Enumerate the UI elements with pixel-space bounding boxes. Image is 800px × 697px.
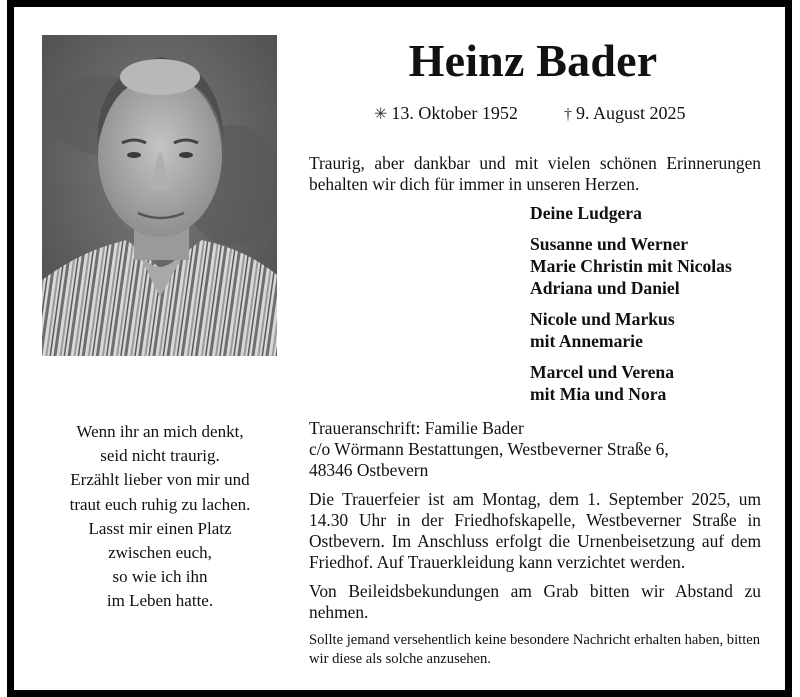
address-line: 48346 Ostbevern bbox=[309, 460, 429, 480]
intro-text: Traurig, aber dankbar und mit vielen schönen Erinnerungen behalten wir dich für immer in unseren Herzen. bbox=[309, 153, 761, 194]
death-cross-icon: † bbox=[564, 106, 572, 123]
mourner-line: Marie Christin mit Nicolas bbox=[530, 256, 732, 276]
poem-line: Wenn ihr an mich denkt, bbox=[76, 422, 244, 441]
mourner-group bbox=[530, 308, 775, 352]
notice-text: Sollte jemand versehentlich keine besondere Nachricht erhalten haben, bitten wir diese als solche anzusehen. bbox=[309, 632, 761, 667]
poem-line: traut euch ruhig zu lachen. bbox=[69, 494, 251, 514]
portrait-image-icon bbox=[42, 35, 277, 356]
mourner-line: Marcel und Verena bbox=[530, 362, 675, 382]
mourner-line: Susanne und Werner bbox=[530, 234, 689, 254]
address-line: Traueranschrift: Familie Bader bbox=[309, 418, 524, 438]
poem-line: so wie ich ihn bbox=[112, 567, 208, 587]
mourners-list bbox=[530, 202, 775, 414]
poem-line: im Leben hatte. bbox=[106, 591, 214, 611]
mourner-line: mit Annemarie bbox=[530, 331, 643, 351]
funeral-info bbox=[309, 418, 761, 677]
address-line: c/o Wörmann Bestattungen, Westbeverner Straße 6, bbox=[309, 439, 669, 459]
mourning-address bbox=[309, 418, 761, 481]
life-dates bbox=[300, 103, 766, 127]
portrait-photo bbox=[42, 35, 277, 356]
poem-line: Lasst mir einen Platz bbox=[88, 518, 232, 538]
poem-line: Erzählt lieber von mir und bbox=[70, 470, 250, 490]
mourner-line: Adriana und Daniel bbox=[530, 278, 680, 298]
poem-line: zwischen euch, bbox=[108, 543, 212, 563]
mourner-group bbox=[530, 233, 775, 299]
ceremony-text: Die Trauerfeier ist am Montag, dem 1. September 2025, um 14.30 Uhr in der Friedhofskapelle, Westbeverner Straße in Ostbevern. Im Anschluss erfolgt die Urnenbeisetzung auf dem Friedhof. Auf Trauerkleidung kann verzichtet werden. bbox=[309, 489, 761, 572]
mourner-line: mit Mia und Nora bbox=[530, 384, 667, 404]
mourner-line: Nicole und Markus bbox=[530, 309, 675, 329]
birth-date: ✳ 13. Oktober 1952 bbox=[374, 103, 518, 123]
death-date: † 9. August 2025 bbox=[564, 103, 686, 123]
memorial-poem bbox=[40, 420, 280, 614]
mourner-group bbox=[530, 361, 775, 405]
mourner-line: Deine Ludgera bbox=[530, 203, 642, 223]
birth-star-icon: ✳ bbox=[374, 106, 388, 123]
condolences-text: Von Beileidsbekundungen am Grab bitten wir Abstand zu nehmen. bbox=[309, 581, 761, 622]
poem-line: seid nicht traurig. bbox=[100, 446, 220, 466]
deceased-name: Heinz Bader bbox=[408, 35, 658, 86]
mourner-group bbox=[530, 202, 775, 224]
